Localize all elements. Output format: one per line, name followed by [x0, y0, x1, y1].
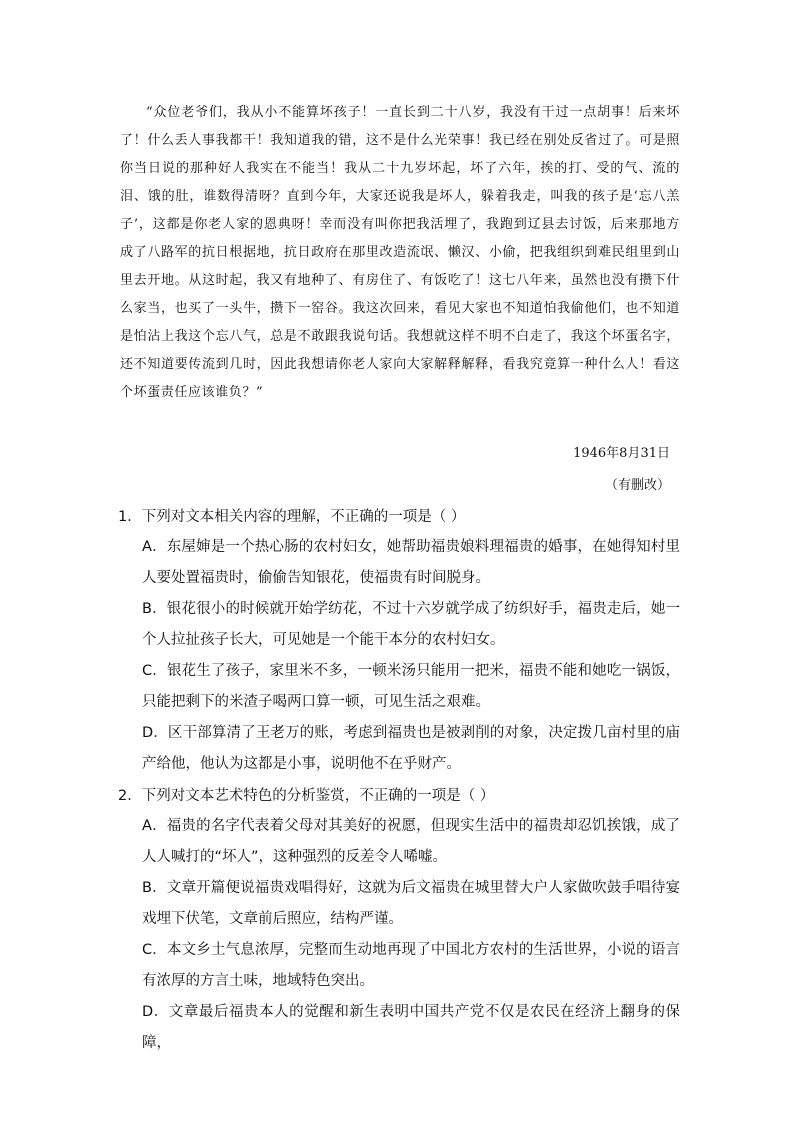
passage-text: “众位老爷们，我从小不能算坏孩子！一直长到二十八岁，我没有干过一点胡事！后来坏了！什么丢人事我都干！我知道我的错，这不是什么光荣事！我已经在别处反省过了。可是照你当日说的那种好人我实在不能当！我从二十九岁坏起，坏了六年，挨的打、受的气、流的泪、饿的肚，谁数得清呀？直到今年，大家还说我是坏人，躲着我走，叫我的孩子是‘忘八羔子’，这都是你老人家的恩典呀！幸而没有叫你把我活埋了，我跑到辽县去讨饭，后来那地方成了八路军的抗日根据地，抗日政府在那里改造流氓、懒汉、小偷，把我组织到难民组里到山里去开地。从这时起，我又有地种了、有房住了、有饭吃了！这七八年来，虽然也没有攒下什么家当，也买了一头牛，攒下一窑谷。我这次回来，看见大家也不知道怕我偷他们，也不知道是怕沾上我这个忘八气，总是不敢跟我说句话。我想就这样不明不白走了，我这个坏蛋名字，还不知道要传流到几时，因此我想请你老人家向大家解释解释，看我究竟算一种什么人！看这个坏蛋责任应该谁负？” — [120, 105, 680, 400]
question-1-stem: 1．下列对文本相关内容的理解，不正确的一项是（ ） — [118, 509, 466, 525]
question-1 — [118, 502, 680, 780]
question-1-option-b: B．银花很小的时候就开始学纺花，不过十六岁就学成了纺织好手，福贵走后，她一个人拉扯孩子长大，可见她是一个能干本分的农村妇女。 — [142, 601, 680, 648]
passage-date: 1946年8月31日 — [573, 446, 670, 461]
question-2-option-c: C．本文乡土气息浓厚，完整而生动地再现了中国北方农村的生活世界，小说的语言有浓厚的方言土味，地域特色突出。 — [142, 942, 680, 989]
passage-source-note: （有删改） — [604, 478, 670, 493]
question-2-option-a: A．福贵的名字代表着父母对其美好的祝愿，但现实生活中的福贵却忍饥挨饿，成了人人喊打的“坏人”，这种强烈的反差令人唏嘘。 — [142, 818, 680, 865]
question-1-option-d: D．区干部算清了王老万的账，考虑到福贵也是被剥削的对象，决定拨几亩村里的庙产给他，他认为这都是小事，说明他不在乎财产。 — [142, 725, 680, 772]
question-2 — [118, 781, 680, 1059]
question-2-option-b: B．文章开篇便说福贵戏唱得好，这就为后文福贵在城里替大户人家做吹鼓手唱待宴戏埋下伏笔，文章前后照应，结构严谨。 — [142, 880, 680, 927]
question-2-option-d: D．文章最后福贵本人的觉醒和新生表明中国共产党不仅是农民在经济上翻身的保障， — [142, 1004, 680, 1051]
question-2-stem: 2．下列对文本艺术特色的分析鉴赏，不正确的一项是（ ） — [118, 788, 495, 804]
question-1-option-c: C．银花生了孩子，家里米不多，一顿米汤只能用一把米，福贵不能和她吃一锅饭，只能把剩下的米渣子喝两口算一顿，可见生活之艰难。 — [142, 663, 680, 710]
question-1-option-a: A．东屋婶是一个热心肠的农村妇女，她帮助福贵娘料理福贵的婚事，在她得知村里人要处置福贵时，偷偷告知银花，使福贵有时间脱身。 — [142, 539, 680, 586]
